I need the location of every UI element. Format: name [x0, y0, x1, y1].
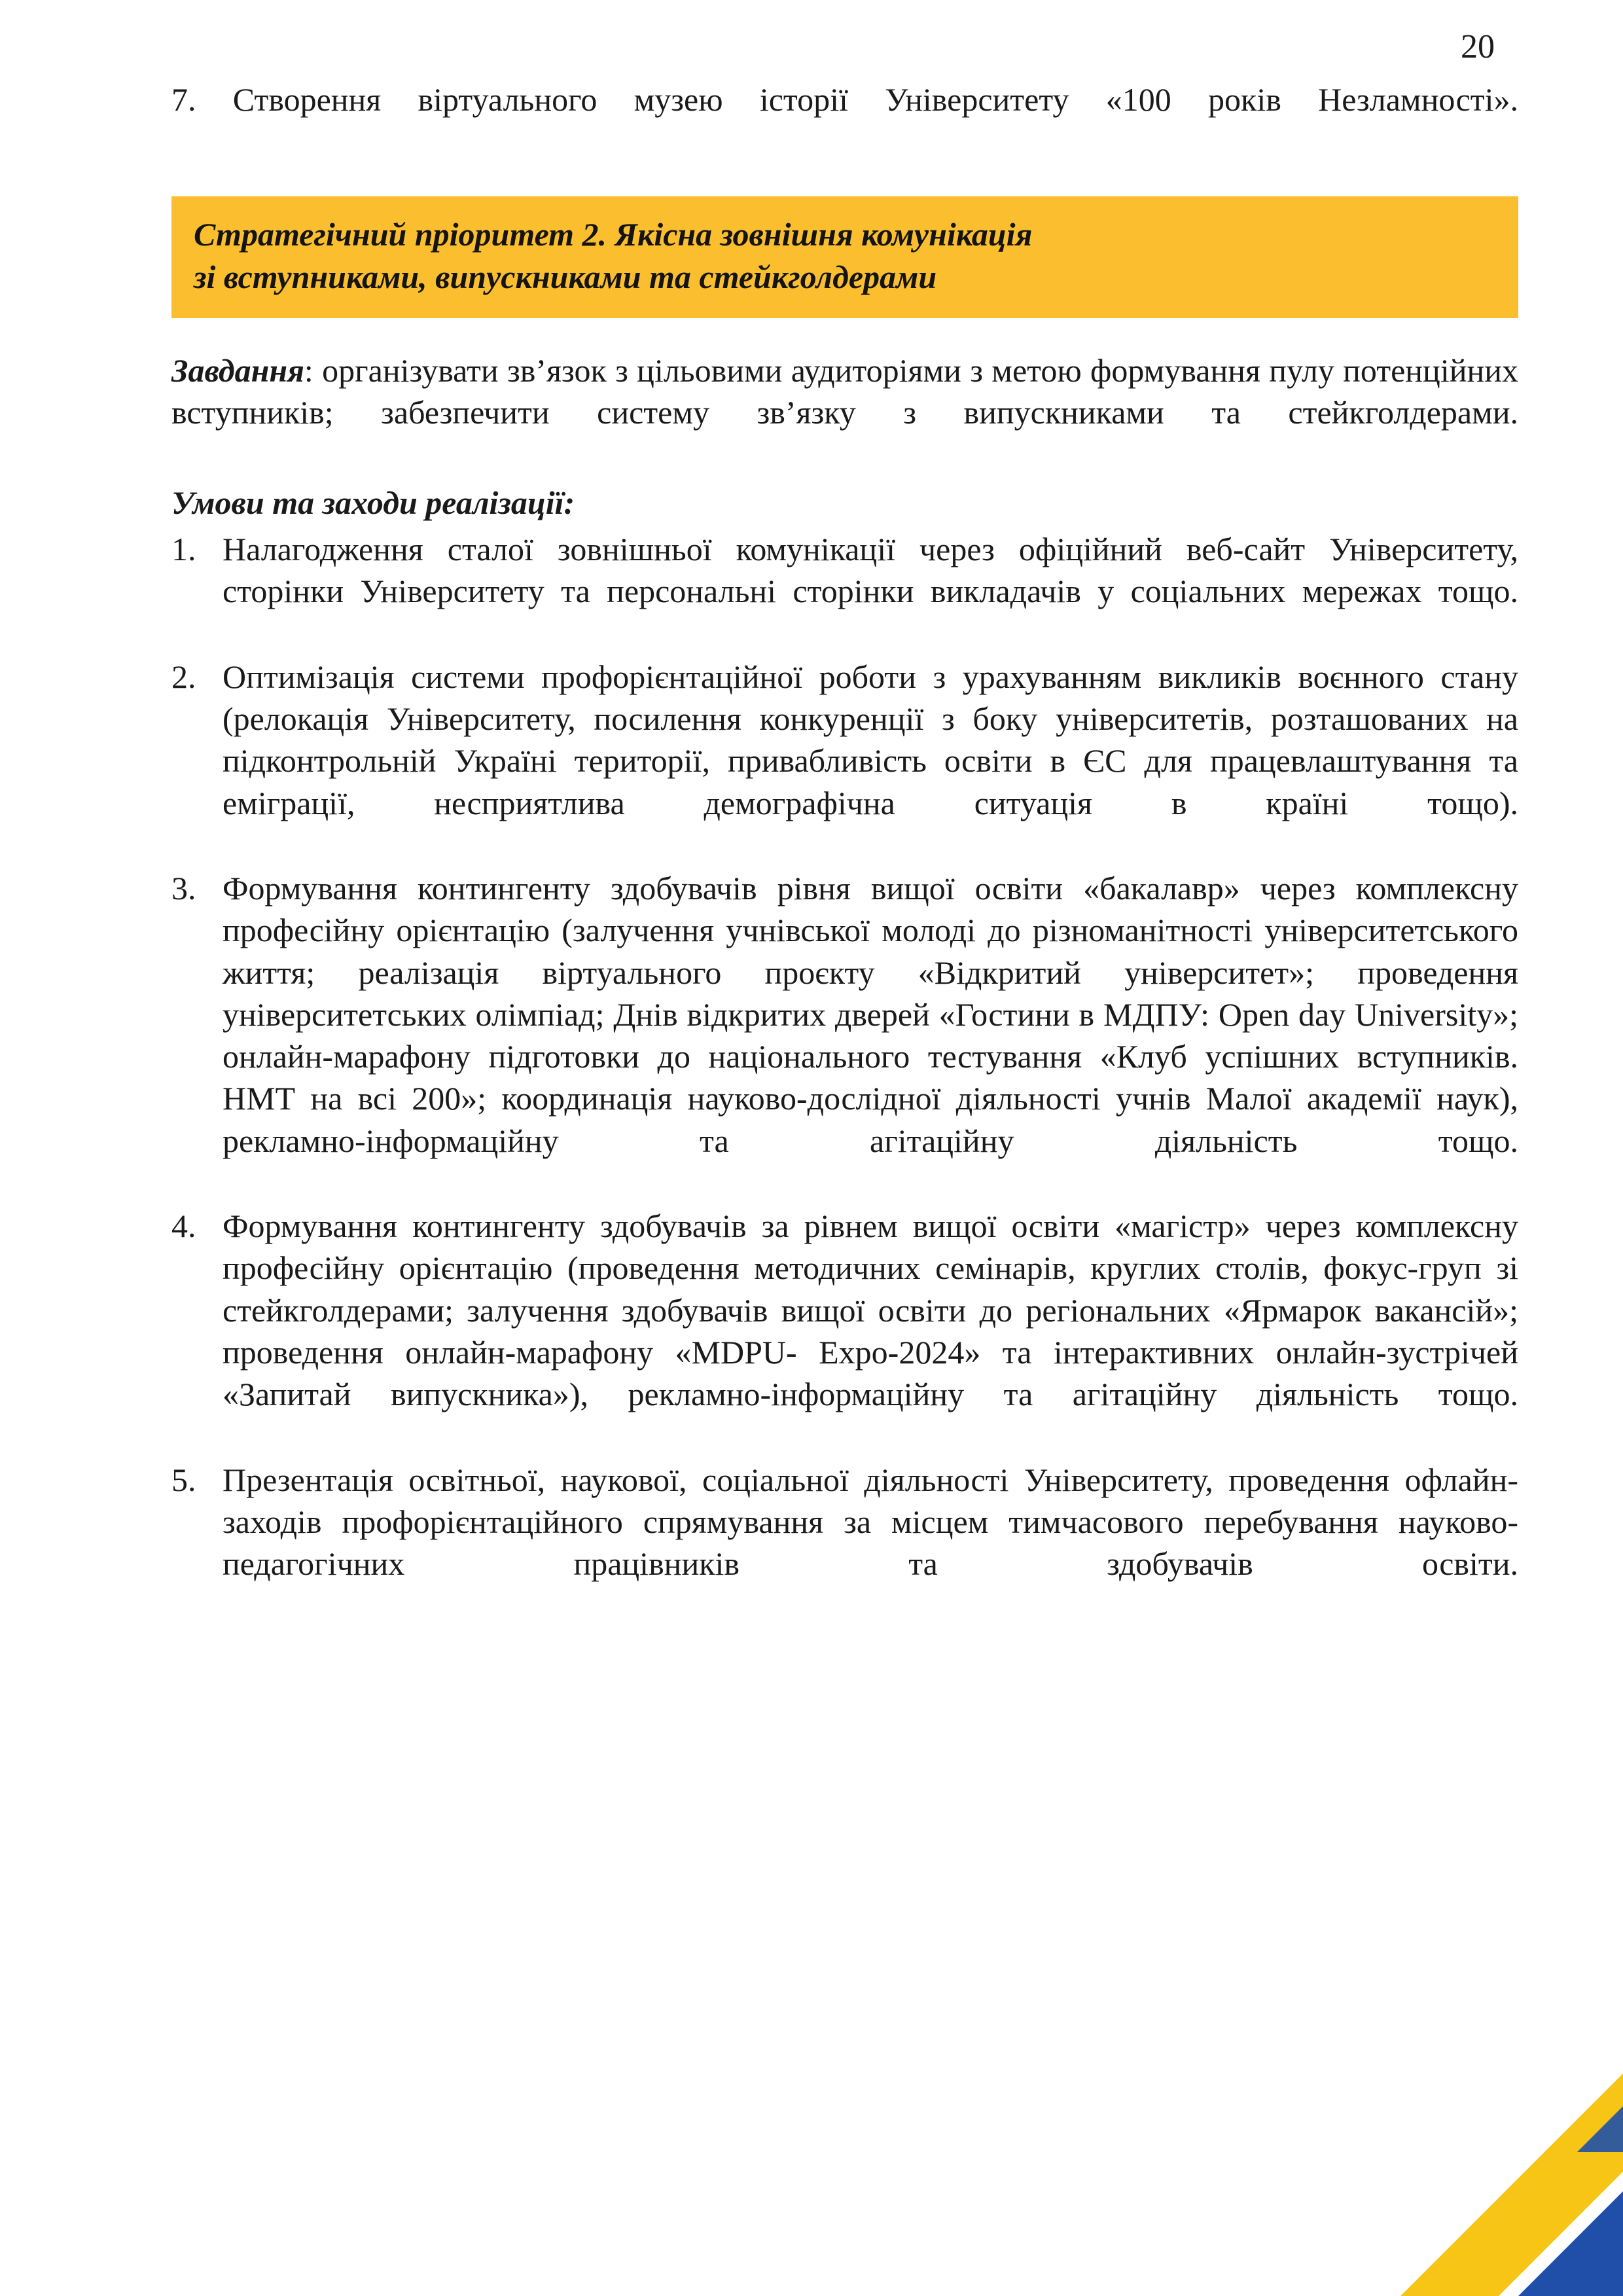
task-text: організувати зв’язок з цільовими аудиторіями з метою формування пулу потенційних вступників; забезпечити систему зв’язку з випускниками та стейкголдерами. [171, 352, 1518, 431]
page-number: 20 [1461, 28, 1495, 65]
task-label: Завдання [171, 352, 304, 389]
list-item-marker: 5. [171, 1461, 196, 1498]
banner-line-2: зі вступниками, випускниками та стейкголдерами [194, 259, 937, 295]
list-item-text: Налагодження сталої зовнішньої комунікації через офіційний веб-сайт Університету, сторінки Університету та персональні сторінки викладачів у соціальних мережах тощо. [223, 531, 1518, 610]
list-item-text: Формування контингенту здобувачів рівня вищої освіти «бакалавр» через комплексну професійну орієнтацію (залучення учнівської молоді до різноманітності університетського життя; реалізація віртуального проєкту «Відкритий університет»; проведення університетських олімпіад; Днів відкритих дверей «Гостини в МДПУ: Open day University»; онлайн-марафону підготовки до національного тестування «Клуб успішних вступників. НМТ на всі 200»; координація науково-дослідної діяльності учнів Малої академії наук), рекламно-інформаційну та агітаційну діяльність тощо. [223, 870, 1518, 1159]
list-item-text: Формування контингенту здобувачів за рівнем вищої освіти «магістр» через комплексну професійну орієнтацію (проведення методичних семінарів, круглих столів, фокус-груп зі стейкголдерами; залучення здобувачів вищої освіти до регіональних «Ярмарок вакансій»; проведення онлайн-марафону «MDPU- Expo-2024» та інтерактивних онлайн-зустрічей «Запитай випускника»), рекламно-інформаційну та агітаційну діяльність тощо. [223, 1208, 1518, 1412]
conditions-list [171, 528, 1518, 1627]
list-item-text: Оптимізація системи профорієнтаційної роботи з урахуванням викликів воєнного стану (релокація Університету, посилення конкуренції з боку університетів, розташованих на підконтрольній Україні території, привабливість освіти в ЄС для працевлаштування та еміграції, несприятлива демографічна ситуація в країні тощо). [223, 658, 1518, 821]
list-item [171, 1459, 1518, 1627]
task-separator: : [304, 352, 323, 389]
paragraph-item-7: 7. Створення віртуального музею історії Університету «100 років Незламності». [171, 81, 1518, 118]
banner-line-1: Стратегічний пріоритет 2. Якісна зовнішня комунікація [194, 216, 1033, 253]
conditions-heading: Умови та заходи реалізації: [171, 484, 575, 521]
list-item [171, 867, 1518, 1204]
task-paragraph [171, 350, 1518, 475]
decorative-corner-flag [1126, 1956, 1623, 2296]
list-item [171, 528, 1518, 655]
list-item-marker: 1. [171, 531, 196, 567]
page-content [171, 79, 1518, 1628]
list-item [171, 1205, 1518, 1458]
list-item-marker: 3. [171, 870, 196, 906]
list-item-marker: 2. [171, 658, 196, 695]
list-item-marker: 4. [171, 1208, 196, 1244]
strategic-priority-banner [171, 196, 1518, 318]
list-item-text: Презентація освітньої, наукової, соціальної діяльності Університету, проведення офлайн-заходів профорієнтаційного спрямування за місцем тимчасового перебування науково-педагогічних працівників та здобувачів освіти. [223, 1461, 1518, 1582]
list-item [171, 656, 1518, 866]
